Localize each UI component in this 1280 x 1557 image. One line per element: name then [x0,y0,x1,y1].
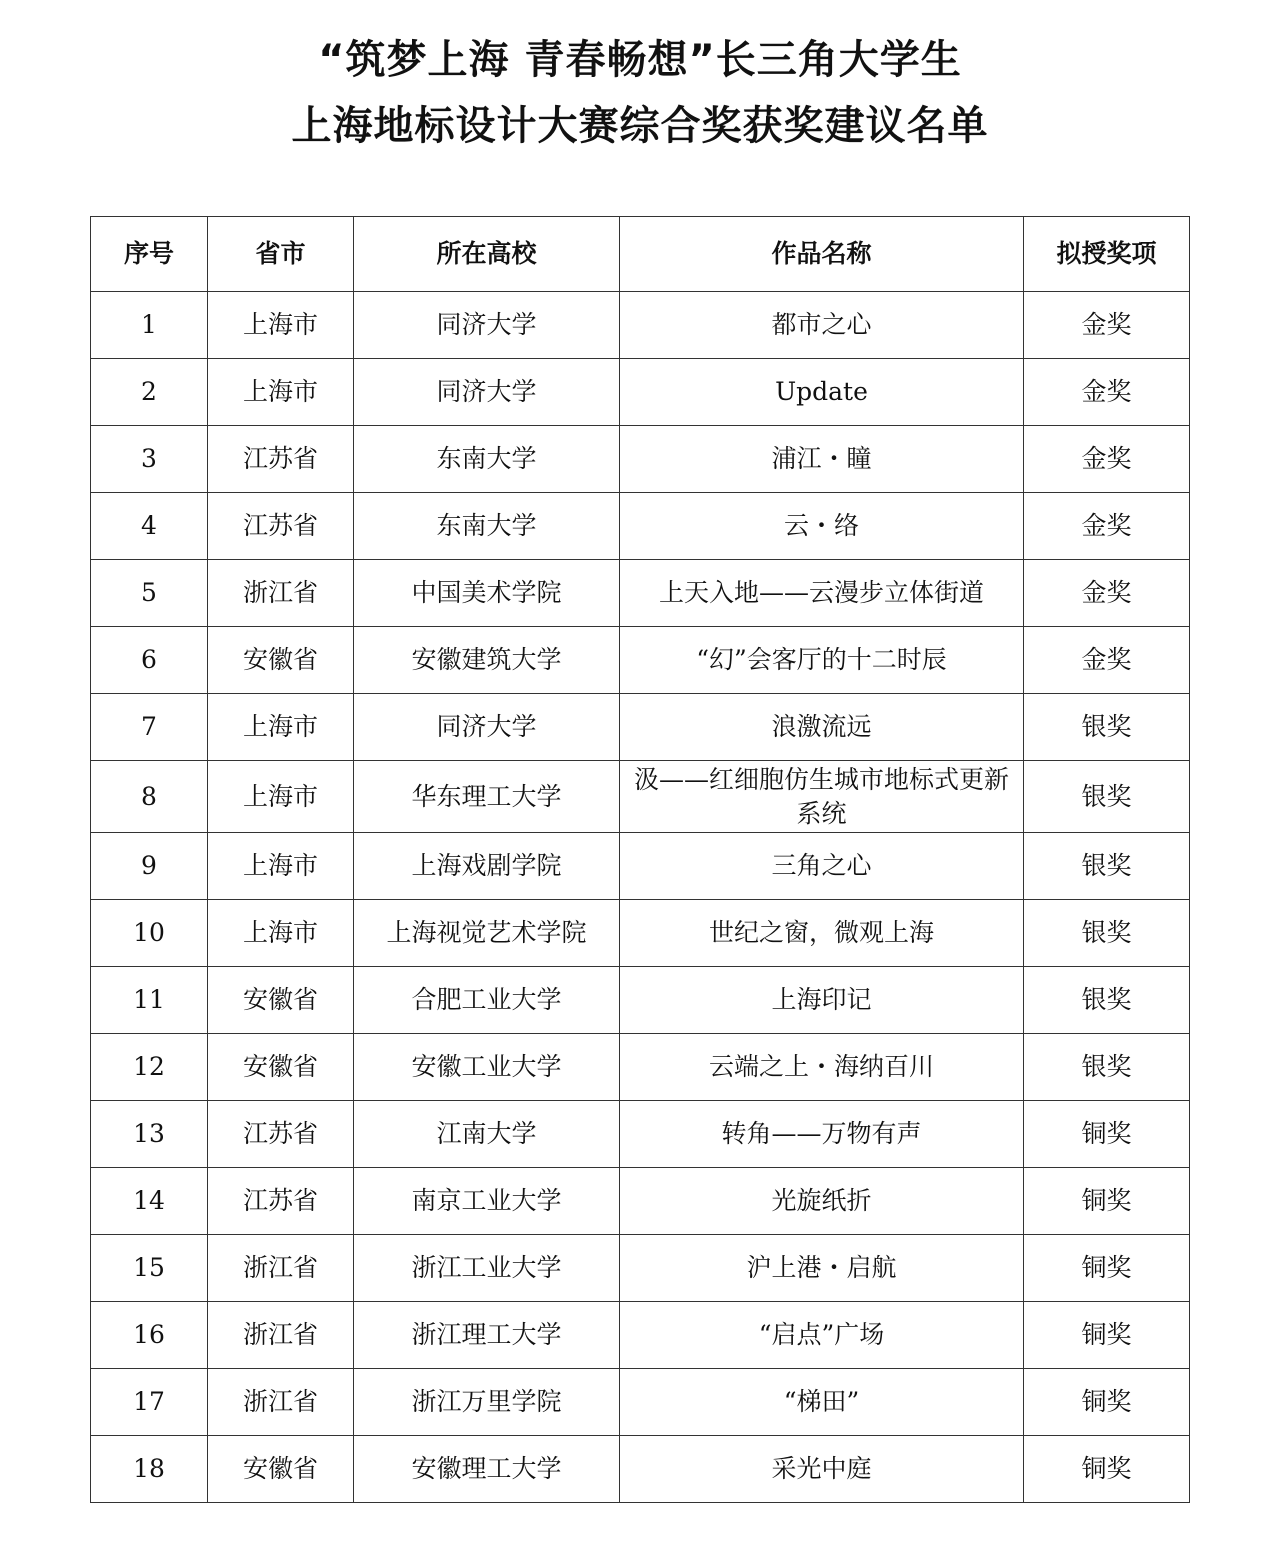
cell-province: 江苏省 [208,1168,354,1235]
cell-school: 同济大学 [354,694,620,761]
cell-work-title: 上天入地——云漫步立体街道 [620,560,1024,627]
cell-school: 安徽工业大学 [354,1034,620,1101]
cell-work-title: 云端之上・海纳百川 [620,1034,1024,1101]
cell-province: 上海市 [208,761,354,833]
cell-number: 14 [91,1168,208,1235]
cell-province: 上海市 [208,359,354,426]
header-school: 所在高校 [354,217,620,292]
table-row [91,493,1190,560]
cell-school: 同济大学 [354,359,620,426]
cell-number: 5 [91,560,208,627]
cell-school: 江南大学 [354,1101,620,1168]
cell-number: 3 [91,426,208,493]
cell-number: 8 [91,761,208,833]
cell-award: 金奖 [1024,292,1190,359]
cell-province: 浙江省 [208,1235,354,1302]
cell-number: 4 [91,493,208,560]
table-row [91,1101,1190,1168]
cell-award: 铜奖 [1024,1101,1190,1168]
header-work-title: 作品名称 [620,217,1024,292]
cell-school: 南京工业大学 [354,1168,620,1235]
table-row [91,833,1190,900]
document-title-line-2: 上海地标设计大赛综合奖获奖建议名单 [291,103,989,149]
cell-work-title: “梯田” [620,1369,1024,1436]
cell-award: 银奖 [1024,761,1190,833]
cell-number: 1 [91,292,208,359]
cell-work-title: 上海印记 [620,967,1024,1034]
cell-work-title: “幻”会客厅的十二时辰 [620,627,1024,694]
cell-province: 安徽省 [208,1034,354,1101]
table-row [91,560,1190,627]
cell-school: 浙江万里学院 [354,1369,620,1436]
cell-province: 安徽省 [208,627,354,694]
table-row [91,761,1190,833]
cell-school: 东南大学 [354,426,620,493]
cell-work-title: 转角——万物有声 [620,1101,1024,1168]
cell-province: 浙江省 [208,1369,354,1436]
cell-number: 11 [91,967,208,1034]
document-title-line-1: “筑梦上海 青春畅想”长三角大学生 [318,37,962,83]
cell-number: 6 [91,627,208,694]
cell-award: 金奖 [1024,560,1190,627]
cell-work-title: 都市之心 [620,292,1024,359]
cell-work-title: “启点”广场 [620,1302,1024,1369]
cell-award: 铜奖 [1024,1235,1190,1302]
cell-award: 金奖 [1024,426,1190,493]
cell-number: 16 [91,1302,208,1369]
cell-province: 安徽省 [208,1436,354,1503]
header-award: 拟授奖项 [1024,217,1190,292]
cell-work-title: 采光中庭 [620,1436,1024,1503]
cell-province: 浙江省 [208,560,354,627]
table-row [91,1034,1190,1101]
cell-number: 7 [91,694,208,761]
cell-work-title: 光旋纸折 [620,1168,1024,1235]
cell-number: 17 [91,1369,208,1436]
table-header-row [91,217,1190,292]
cell-school: 安徽建筑大学 [354,627,620,694]
cell-work-title: 沪上港・启航 [620,1235,1024,1302]
table-body [91,292,1190,1503]
cell-province: 江苏省 [208,426,354,493]
cell-award: 铜奖 [1024,1168,1190,1235]
cell-number: 2 [91,359,208,426]
table-row [91,1436,1190,1503]
cell-school: 中国美术学院 [354,560,620,627]
cell-award: 银奖 [1024,1034,1190,1101]
table-row [91,1302,1190,1369]
table-row [91,426,1190,493]
table-row [91,359,1190,426]
cell-award: 金奖 [1024,627,1190,694]
table-row [91,1168,1190,1235]
cell-work-title: 浪激流远 [620,694,1024,761]
cell-work-title: 浦江・瞳 [620,426,1024,493]
cell-award: 金奖 [1024,359,1190,426]
cell-school: 安徽理工大学 [354,1436,620,1503]
cell-award: 铜奖 [1024,1436,1190,1503]
table-row [91,627,1190,694]
cell-award: 金奖 [1024,493,1190,560]
cell-school: 浙江工业大学 [354,1235,620,1302]
cell-province: 上海市 [208,292,354,359]
cell-province: 安徽省 [208,967,354,1034]
cell-number: 18 [91,1436,208,1503]
cell-work-title: 汲——红细胞仿生城市地标式更新系统 [620,761,1024,833]
cell-work-title: 世纪之窗，微观上海 [620,900,1024,967]
cell-work-title: Update [620,359,1024,426]
cell-province: 浙江省 [208,1302,354,1369]
cell-province: 上海市 [208,833,354,900]
cell-award: 银奖 [1024,833,1190,900]
cell-school: 上海戏剧学院 [354,833,620,900]
table-row [91,967,1190,1034]
cell-award: 铜奖 [1024,1302,1190,1369]
cell-school: 华东理工大学 [354,761,620,833]
table-row [91,1369,1190,1436]
award-list-table [90,216,1190,1503]
table-row [91,292,1190,359]
cell-award: 铜奖 [1024,1369,1190,1436]
table-row [91,694,1190,761]
cell-school: 同济大学 [354,292,620,359]
cell-award: 银奖 [1024,694,1190,761]
cell-school: 上海视觉艺术学院 [354,900,620,967]
cell-number: 12 [91,1034,208,1101]
cell-province: 上海市 [208,694,354,761]
cell-province: 江苏省 [208,493,354,560]
cell-work-title: 云・络 [620,493,1024,560]
cell-number: 15 [91,1235,208,1302]
cell-number: 13 [91,1101,208,1168]
cell-number: 9 [91,833,208,900]
cell-province: 江苏省 [208,1101,354,1168]
header-province: 省市 [208,217,354,292]
table-row [91,900,1190,967]
cell-school: 浙江理工大学 [354,1302,620,1369]
cell-school: 东南大学 [354,493,620,560]
table-row [91,1235,1190,1302]
cell-award: 银奖 [1024,900,1190,967]
cell-province: 上海市 [208,900,354,967]
cell-work-title: 三角之心 [620,833,1024,900]
cell-number: 10 [91,900,208,967]
cell-award: 银奖 [1024,967,1190,1034]
header-number: 序号 [91,217,208,292]
cell-school: 合肥工业大学 [354,967,620,1034]
